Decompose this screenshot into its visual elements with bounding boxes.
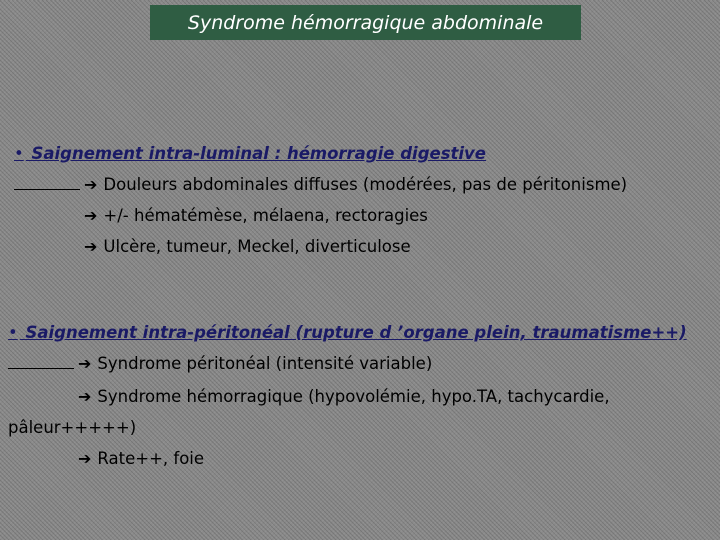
section2-item-2-continuation: pâleur+++++) bbox=[8, 418, 137, 437]
arrow-right-icon: ➔ bbox=[78, 354, 92, 373]
section2-item-2 bbox=[78, 387, 610, 406]
arrow-right-icon: ➔ bbox=[84, 237, 98, 256]
title-banner bbox=[150, 5, 581, 40]
section1-item-1-text: Douleurs abdominales diffuses (modérées, pas de péritonisme) bbox=[103, 175, 628, 194]
section1-item-2 bbox=[84, 206, 428, 225]
section2-item-2-text: Syndrome hémorragique (hypovolémie, hypo.TA, tachycardie, bbox=[97, 387, 610, 406]
section2-heading-text: Saignement intra-péritonéal (rupture d ’organe plein, traumatisme++) bbox=[19, 323, 687, 342]
section1-item-2-text: +/- hématémèse, mélaena, rectoragies bbox=[103, 206, 428, 225]
section2-item-1 bbox=[8, 354, 432, 373]
section1-item-3-text: Ulcère, tumeur, Meckel, diverticulose bbox=[103, 237, 411, 256]
page-title: Syndrome hémorragique abdominale bbox=[187, 11, 544, 34]
section2-item-3-text: Rate++, foie bbox=[97, 449, 205, 468]
section1-heading bbox=[14, 144, 486, 163]
arrow-right-icon: ➔ bbox=[78, 449, 92, 468]
section1-heading-text: Saignement intra-luminal : hémorragie digestive bbox=[25, 144, 487, 163]
bullet-icon: • bbox=[14, 144, 24, 163]
bullet-icon: • bbox=[8, 323, 18, 342]
blank-line bbox=[14, 175, 80, 190]
section1-item-3 bbox=[84, 237, 411, 256]
section1-item-1 bbox=[14, 175, 627, 194]
arrow-right-icon: ➔ bbox=[78, 387, 92, 406]
arrow-right-icon: ➔ bbox=[84, 175, 98, 194]
arrow-right-icon: ➔ bbox=[84, 206, 98, 225]
blank-line bbox=[8, 354, 74, 369]
section2-heading bbox=[8, 323, 687, 342]
section2-item-1-text: Syndrome péritonéal (intensité variable) bbox=[97, 354, 433, 373]
section2-item-3 bbox=[78, 449, 204, 468]
